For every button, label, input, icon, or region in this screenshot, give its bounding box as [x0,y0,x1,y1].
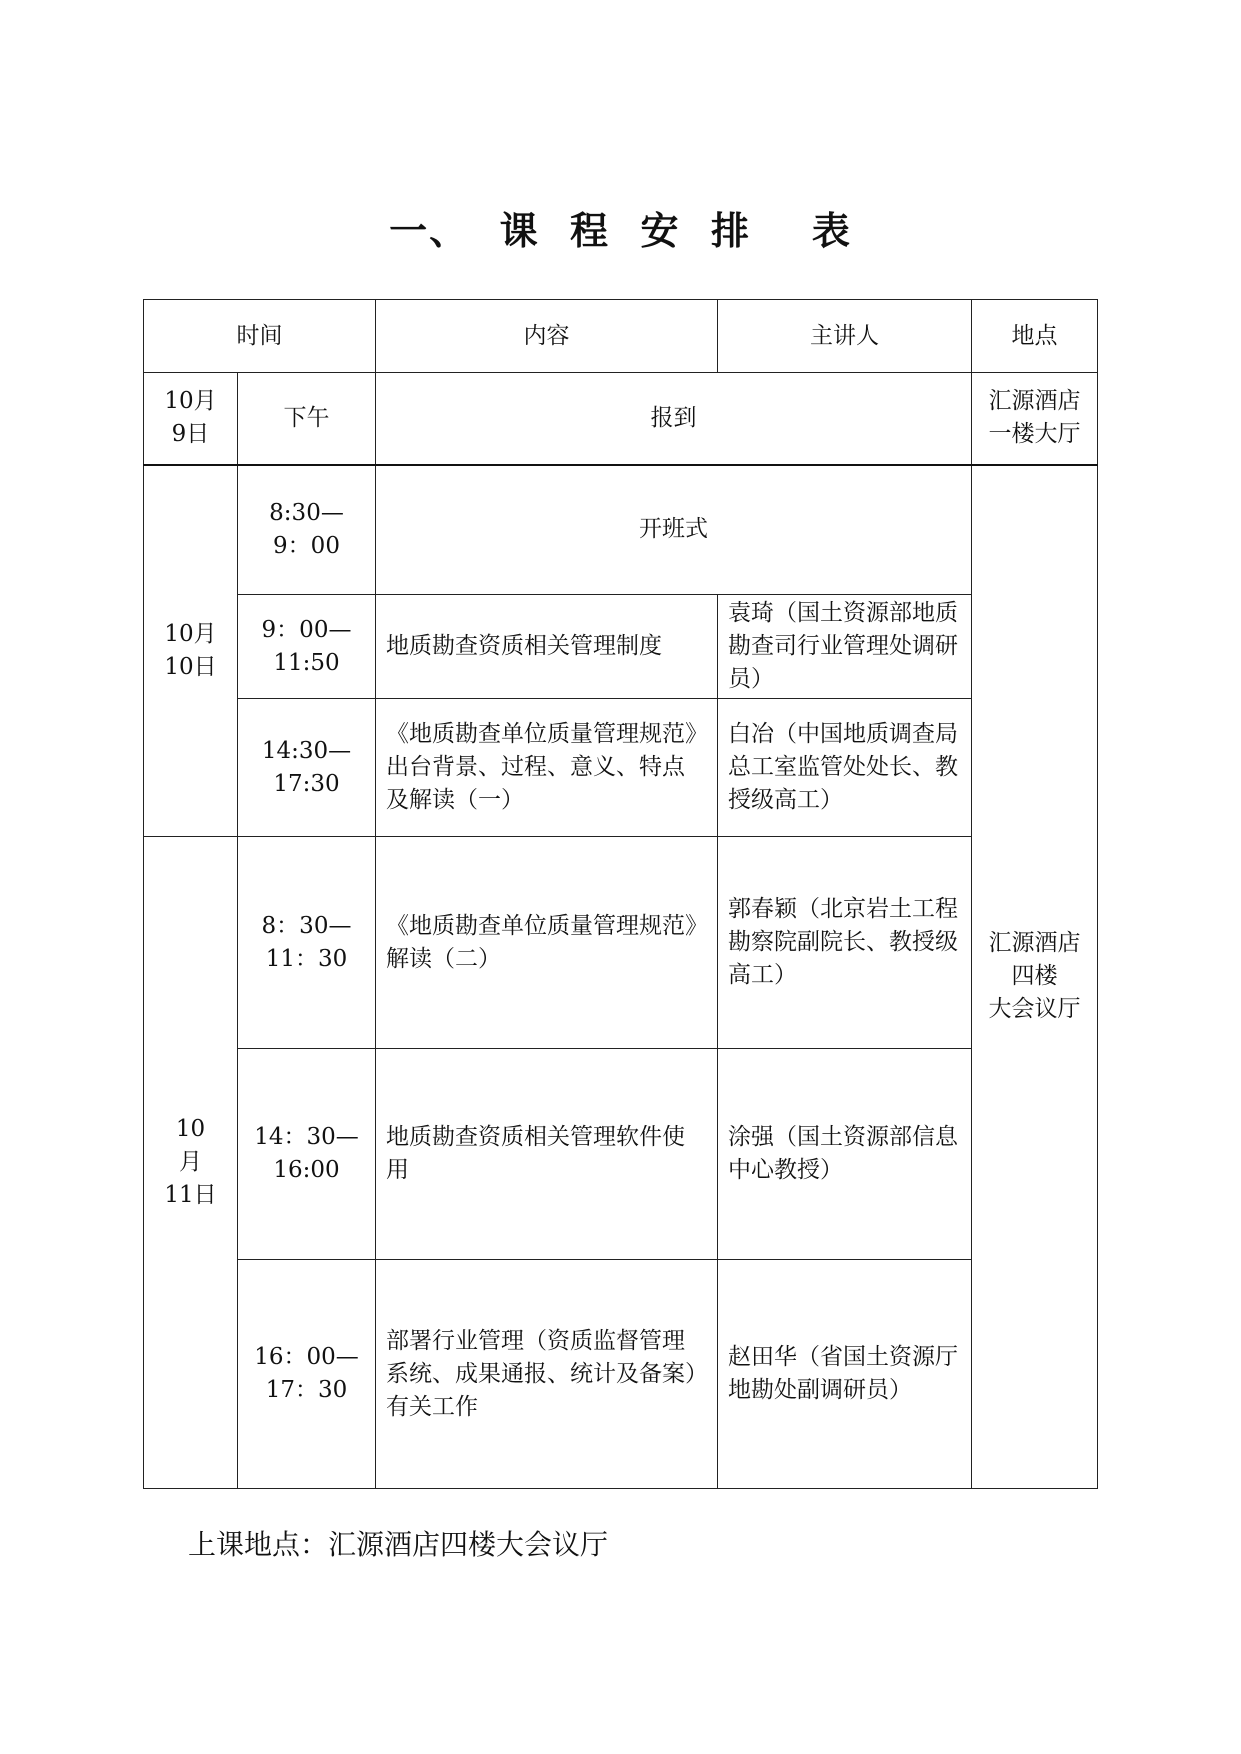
speaker-cell: 赵田华（省国土资源厅地勘处副调研员） [718,1260,972,1489]
header-speaker: 主讲人 [718,300,972,373]
time-cell: 下午 [238,373,376,465]
content-cell: 《地质勘查单位质量管理规范》解读（二） [376,837,718,1049]
time-cell: 16：00— 17：30 [238,1260,376,1489]
date-cell: 10 月 11日 [144,837,238,1489]
date-cell: 10月 10日 [144,465,238,837]
date-cell: 10月 9日 [144,373,238,465]
schedule-table [143,299,1098,1489]
time-cell: 14：30— 16:00 [238,1049,376,1260]
location-cell: 汇源酒店 一楼大厅 [972,373,1098,465]
location-cell: 汇源酒店 四楼 大会议厅 [972,465,1098,1489]
content-cell: 报到 [376,373,972,465]
content-cell: 地质勘查资质相关管理制度 [376,595,718,699]
table-row [144,595,1098,699]
speaker-cell: 白冶（中国地质调查局总工室监管处处长、教授级高工） [718,699,972,837]
time-cell: 9：00— 11:50 [238,595,376,699]
venue-note: 上课地点：汇源酒店四楼大会议厅 [188,1528,609,1561]
header-content: 内容 [376,300,718,373]
page-title: 一、 课 程 安 排 表 [389,209,852,253]
content-cell: 《地质勘查单位质量管理规范》出台背景、过程、意义、特点及解读（一） [376,699,718,837]
content-cell: 开班式 [376,465,972,595]
speaker-cell: 涂强（国土资源部信息中心教授） [718,1049,972,1260]
speaker-cell: 郭春颖（北京岩土工程勘察院副院长、教授级高工） [718,837,972,1049]
header-location: 地点 [972,300,1098,373]
header-time: 时间 [144,300,376,373]
content-cell: 部署行业管理（资质监督管理系统、成果通报、统计及备案）有关工作 [376,1260,718,1489]
time-cell: 14:30— 17:30 [238,699,376,837]
speaker-cell: 袁琦（国土资源部地质勘查司行业管理处调研员） [718,595,972,699]
table-header-row [144,300,1098,373]
table-row [144,1260,1098,1489]
content-cell: 地质勘查资质相关管理软件使用 [376,1049,718,1260]
table-row [144,699,1098,837]
time-cell: 8：30— 11：30 [238,837,376,1049]
table-row [144,465,1098,595]
time-cell: 8:30— 9：00 [238,465,376,595]
table-row [144,837,1098,1049]
table-row [144,373,1098,465]
table-row [144,1049,1098,1260]
